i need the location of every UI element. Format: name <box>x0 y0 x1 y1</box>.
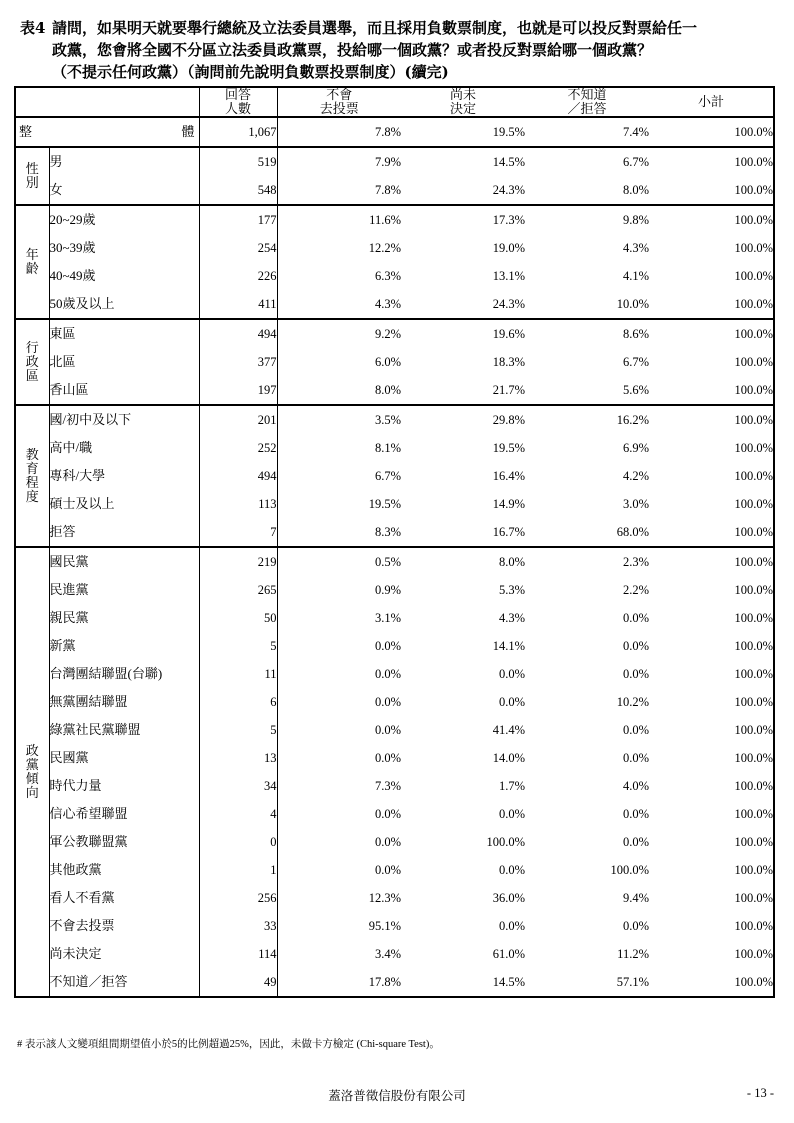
row-value: 4.3% <box>622 241 649 255</box>
header-blank <box>15 87 199 117</box>
row-value: 12.3% <box>368 891 401 905</box>
row-value: 0.5% <box>374 555 401 569</box>
title-line-1: 請問，如果明天就要舉行總統及立法委員選舉，而且採用負數票制度，也就是可以投反對票給任一 <box>52 19 698 37</box>
table-row <box>15 290 774 319</box>
group-label: 政 黨 傾 向 <box>15 547 49 997</box>
row-label: 民進黨 <box>49 582 89 597</box>
row-value: 100.0% <box>649 376 774 405</box>
row-value: 0.0% <box>374 863 401 877</box>
overall-label: 整 體 <box>15 117 199 147</box>
row-value: 6.3% <box>374 269 401 283</box>
row-value: 8.0% <box>277 376 401 405</box>
row-label: 軍公教聯盟黨 <box>49 834 128 849</box>
table-row <box>15 716 774 744</box>
table-row <box>15 462 774 490</box>
row-value: 17.8% <box>368 975 401 989</box>
row-count: 411 <box>199 290 277 319</box>
table-row <box>15 319 774 348</box>
row-value: 4.2% <box>622 469 649 483</box>
row-label: 北區 <box>49 354 76 369</box>
row-value: 6.7% <box>622 355 649 369</box>
row-value: 100.0% <box>734 155 773 169</box>
row-value: 100.0% <box>734 213 773 227</box>
row-value: 16.7% <box>401 518 525 547</box>
row-value: 100.0% <box>649 290 774 319</box>
title-line-2: 政黨，您會將全國不分區立法委員政黨票，投給哪一個政黨？或者投反對票給哪一個政黨？ <box>52 41 653 59</box>
table-row <box>15 205 774 234</box>
row-count: 33 <box>199 912 277 940</box>
row-value: 16.2% <box>616 413 649 427</box>
title-line-3: （不提示任何政黨）（詢問前先說明負數票投票制度）(續完) <box>52 63 449 81</box>
row-value: 61.0% <box>492 947 525 961</box>
table-row <box>15 828 774 856</box>
row-value: 100.0% <box>734 497 773 511</box>
row-value: 0.0% <box>622 751 649 765</box>
row-value: 100.0% <box>734 667 773 681</box>
row-label: 香山區 <box>49 376 199 405</box>
row-value: 0.0% <box>622 611 649 625</box>
row-value: 100.0% <box>734 723 773 737</box>
row-count: 49 <box>199 968 277 997</box>
row-value: 16.4% <box>492 469 525 483</box>
table-row <box>15 856 774 884</box>
row-count: 113 <box>199 490 277 518</box>
row-label: 40~49歲 <box>49 268 96 283</box>
group-label: 教 育 程 度 <box>15 405 49 547</box>
row-count: 5 <box>199 632 277 660</box>
row-value: 0.0% <box>622 667 649 681</box>
row-value: 8.0% <box>498 555 525 569</box>
row-value: 14.1% <box>492 639 525 653</box>
row-value: 10.2% <box>616 695 649 709</box>
row-value: 6.9% <box>622 441 649 455</box>
row-label: 女 <box>49 176 199 205</box>
table-row <box>15 518 774 547</box>
header-count: 回答 人數 <box>199 87 277 117</box>
row-count: 494 <box>199 319 277 348</box>
table-row <box>15 547 774 576</box>
overall-value: 19.5% <box>401 117 525 147</box>
table-row <box>15 576 774 604</box>
row-value: 0.0% <box>374 667 401 681</box>
row-value: 0.0% <box>498 695 525 709</box>
table-row <box>15 744 774 772</box>
row-value: 100.0% <box>734 695 773 709</box>
row-value: 12.2% <box>368 241 401 255</box>
table-title <box>20 17 780 83</box>
row-value: 8.1% <box>374 441 401 455</box>
table-row <box>15 234 774 262</box>
row-value: 4.0% <box>622 779 649 793</box>
row-value: 100.0% <box>734 469 773 483</box>
row-count: 177 <box>199 205 277 234</box>
row-value: 3.5% <box>374 413 401 427</box>
row-count: 265 <box>199 576 277 604</box>
row-value: 0.0% <box>374 639 401 653</box>
row-value: 100.0% <box>734 555 773 569</box>
row-value: 9.8% <box>622 213 649 227</box>
row-value: 0.0% <box>622 807 649 821</box>
table-row <box>15 604 774 632</box>
row-value: 0.0% <box>498 863 525 877</box>
table-row <box>15 940 774 968</box>
row-value: 13.1% <box>492 269 525 283</box>
row-value: 0.0% <box>374 835 401 849</box>
row-value: 100.0% <box>734 919 773 933</box>
table-row <box>15 434 774 462</box>
table-row <box>15 660 774 688</box>
row-count: 219 <box>199 547 277 576</box>
table-row <box>15 884 774 912</box>
row-value: 100.0% <box>734 441 773 455</box>
page-number: - 13 - <box>746 1086 774 1100</box>
row-value: 68.0% <box>525 518 649 547</box>
row-value: 3.1% <box>374 611 401 625</box>
row-label: 50歲及以上 <box>49 290 199 319</box>
table-row <box>15 176 774 205</box>
overall-row <box>15 117 774 147</box>
overall-count: 1,067 <box>199 117 277 147</box>
row-count: 494 <box>199 462 277 490</box>
row-label: 時代力量 <box>49 778 102 793</box>
row-label: 無黨團結聯盟 <box>49 694 128 709</box>
overall-value: 100.0% <box>649 117 774 147</box>
row-value: 100.0% <box>734 891 773 905</box>
row-count: 197 <box>199 376 277 405</box>
row-value: 0.0% <box>498 667 525 681</box>
row-label: 民國黨 <box>49 750 89 765</box>
row-value: 29.8% <box>492 413 525 427</box>
row-label: 拒答 <box>49 518 199 547</box>
footnote: # 表示該人文變項組間期望值小於5的比例超過25%，因此，未做卡方檢定 (Chi-square Test)。 <box>17 1039 440 1050</box>
table-row <box>15 405 774 434</box>
row-value: 100.0% <box>734 779 773 793</box>
header-undecided: 尚未 決定 <box>401 87 525 117</box>
row-value: 100.0% <box>734 413 773 427</box>
table-row <box>15 772 774 800</box>
row-value: 9.2% <box>374 327 401 341</box>
row-value: 100.0% <box>649 176 774 205</box>
row-value: 100.0% <box>734 355 773 369</box>
row-label: 專科/大學 <box>49 468 106 483</box>
row-value: 14.5% <box>492 155 525 169</box>
row-value: 14.9% <box>492 497 525 511</box>
row-value: 100.0% <box>734 583 773 597</box>
row-value: 100.0% <box>734 327 773 341</box>
row-value: 0.0% <box>374 723 401 737</box>
company-name: 蓋洛普徵信股份有限公司 <box>328 1089 466 1103</box>
table-row <box>15 348 774 376</box>
row-value: 2.3% <box>622 555 649 569</box>
row-value: 24.3% <box>401 290 525 319</box>
header-not-vote: 不會 去投票 <box>277 87 401 117</box>
row-value: 9.4% <box>622 891 649 905</box>
table-row <box>15 912 774 940</box>
row-value: 7.8% <box>277 176 401 205</box>
row-value: 100.0% <box>734 835 773 849</box>
row-value: 0.0% <box>622 919 649 933</box>
row-count: 4 <box>199 800 277 828</box>
table-row <box>15 632 774 660</box>
row-label: 30~39歲 <box>49 240 96 255</box>
row-value: 6.7% <box>374 469 401 483</box>
row-label: 20~29歲 <box>49 212 96 227</box>
row-value: 0.0% <box>622 723 649 737</box>
row-value: 95.1% <box>368 919 401 933</box>
row-value: 4.3% <box>277 290 401 319</box>
row-value: 0.0% <box>622 835 649 849</box>
row-value: 7.3% <box>374 779 401 793</box>
row-value: 0.0% <box>374 751 401 765</box>
row-value: 41.4% <box>492 723 525 737</box>
row-value: 100.0% <box>649 518 774 547</box>
row-value: 100.0% <box>734 269 773 283</box>
row-value: 100.0% <box>610 863 649 877</box>
row-count: 548 <box>199 176 277 205</box>
header-dont-know: 不知道 ／拒答 <box>525 87 649 117</box>
group-label: 年 齡 <box>15 205 49 319</box>
row-count: 0 <box>199 828 277 856</box>
row-count: 252 <box>199 434 277 462</box>
row-count: 13 <box>199 744 277 772</box>
row-value: 14.0% <box>492 751 525 765</box>
row-value: 36.0% <box>492 891 525 905</box>
row-value: 19.5% <box>492 441 525 455</box>
row-value: 17.3% <box>492 213 525 227</box>
row-value: 0.0% <box>374 807 401 821</box>
row-value: 3.0% <box>622 497 649 511</box>
row-value: 4.3% <box>498 611 525 625</box>
row-count: 377 <box>199 348 277 376</box>
row-count: 1 <box>199 856 277 884</box>
row-label: 東區 <box>49 326 76 341</box>
row-value: 8.3% <box>277 518 401 547</box>
row-count: 5 <box>199 716 277 744</box>
row-label: 台灣團結聯盟(台聯) <box>49 666 163 681</box>
row-value: 100.0% <box>734 751 773 765</box>
row-count: 256 <box>199 884 277 912</box>
row-value: 100.0% <box>734 241 773 255</box>
row-value: 11.2% <box>617 947 649 961</box>
row-value: 4.1% <box>622 269 649 283</box>
row-label: 高中/職 <box>49 440 93 455</box>
row-count: 201 <box>199 405 277 434</box>
row-label: 新黨 <box>49 638 76 653</box>
row-value: 100.0% <box>734 863 773 877</box>
row-count: 6 <box>199 688 277 716</box>
header-row <box>15 87 774 117</box>
row-value: 2.2% <box>622 583 649 597</box>
row-value: 6.7% <box>622 155 649 169</box>
row-value: 100.0% <box>734 807 773 821</box>
row-value: 57.1% <box>616 975 649 989</box>
row-count: 7 <box>199 518 277 547</box>
group-label: 性 別 <box>15 147 49 205</box>
row-value: 0.0% <box>374 695 401 709</box>
table-row <box>15 800 774 828</box>
row-label: 信心希望聯盟 <box>49 806 128 821</box>
row-value: 100.0% <box>734 611 773 625</box>
table-row <box>15 968 774 997</box>
row-value: 0.9% <box>374 583 401 597</box>
row-count: 114 <box>199 940 277 968</box>
table-row <box>15 376 774 405</box>
row-label: 不知道／拒答 <box>49 974 128 989</box>
row-label: 尚未決定 <box>49 946 102 961</box>
row-value: 0.0% <box>622 639 649 653</box>
row-count: 34 <box>199 772 277 800</box>
row-value: 11.6% <box>369 213 401 227</box>
overall-value: 7.4% <box>525 117 649 147</box>
row-value: 100.0% <box>734 639 773 653</box>
row-label: 其他政黨 <box>49 862 102 877</box>
row-label: 綠黨社民黨聯盟 <box>49 722 141 737</box>
row-count: 226 <box>199 262 277 290</box>
row-value: 5.3% <box>498 583 525 597</box>
row-value: 100.0% <box>734 975 773 989</box>
table-number: 表4 <box>20 19 46 37</box>
row-label: 碩士及以上 <box>49 496 115 511</box>
row-label: 不會去投票 <box>49 918 115 933</box>
row-value: 6.0% <box>374 355 401 369</box>
row-value: 24.3% <box>401 176 525 205</box>
row-count: 50 <box>199 604 277 632</box>
row-count: 254 <box>199 234 277 262</box>
row-label: 親民黨 <box>49 610 89 625</box>
row-value: 5.6% <box>525 376 649 405</box>
row-label: 男 <box>49 154 63 169</box>
row-value: 14.5% <box>492 975 525 989</box>
group-label: 行 政 區 <box>15 319 49 405</box>
crosstab-table <box>14 86 775 998</box>
row-value: 3.4% <box>374 947 401 961</box>
table-row <box>15 262 774 290</box>
row-value: 1.7% <box>498 779 525 793</box>
row-value: 100.0% <box>734 947 773 961</box>
row-label: 看人不看黨 <box>49 890 115 905</box>
row-value: 100.0% <box>486 835 525 849</box>
row-value: 10.0% <box>525 290 649 319</box>
row-count: 519 <box>199 147 277 176</box>
row-value: 19.5% <box>368 497 401 511</box>
row-value: 0.0% <box>498 919 525 933</box>
table-row <box>15 688 774 716</box>
row-value: 19.6% <box>492 327 525 341</box>
row-label: 國民黨 <box>49 554 89 569</box>
row-value: 21.7% <box>401 376 525 405</box>
row-value: 0.0% <box>498 807 525 821</box>
overall-value: 7.8% <box>277 117 401 147</box>
row-value: 18.3% <box>492 355 525 369</box>
row-value: 7.9% <box>374 155 401 169</box>
table-row <box>15 147 774 176</box>
row-value: 8.0% <box>525 176 649 205</box>
table-row <box>15 490 774 518</box>
row-value: 8.6% <box>622 327 649 341</box>
header-subtotal: 小計 <box>649 87 774 117</box>
row-value: 19.0% <box>492 241 525 255</box>
row-label: 國/初中及以下 <box>49 412 132 427</box>
row-count: 11 <box>199 660 277 688</box>
